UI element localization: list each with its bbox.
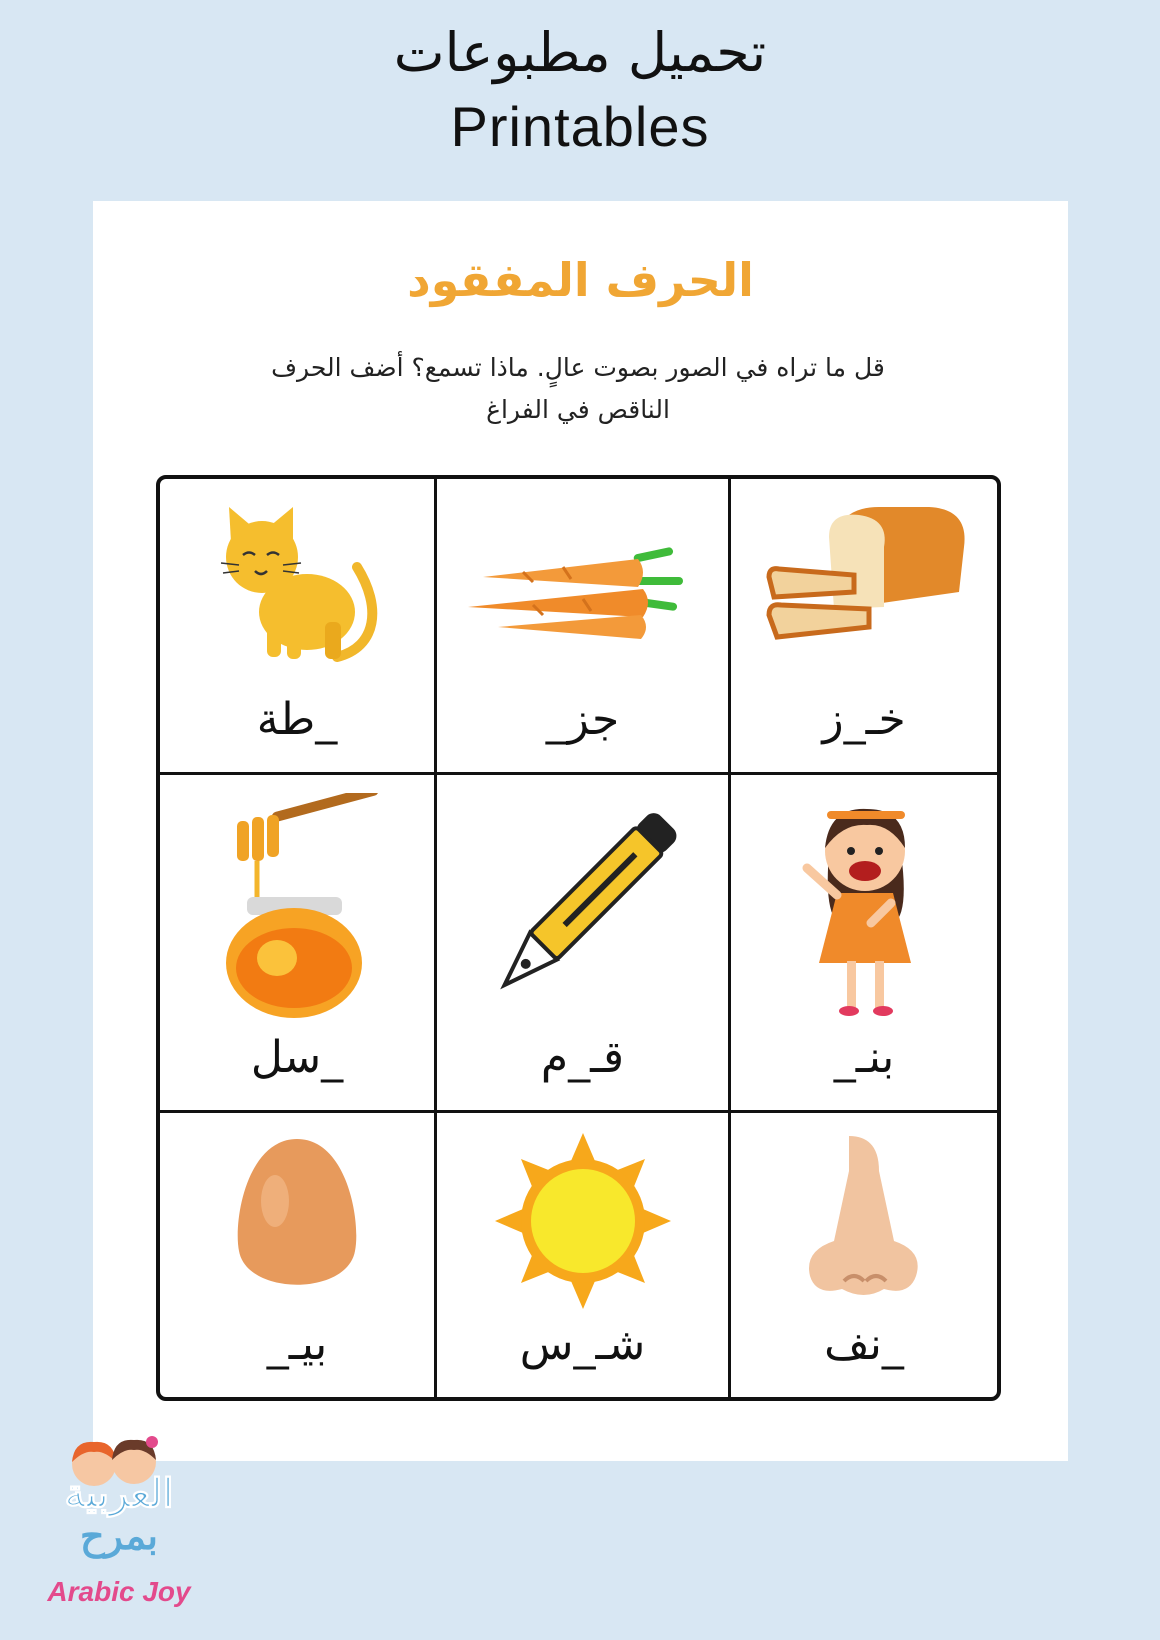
grid-cell-cat [160,479,437,775]
carrots-icon [463,497,703,677]
grid-cell-carrots [437,479,731,775]
missing-letter-word[interactable]: جز_ [545,694,620,745]
egg-icon [227,1131,367,1311]
grid-cell-sun [437,1113,731,1397]
logo-text-arabic-1: العربية [64,1472,174,1516]
missing-letter-word[interactable]: بنـ_ [833,1032,895,1083]
grid-cell-nose [731,1113,997,1397]
worksheet-title: الحرف المفقود [407,253,754,307]
header-title-english: Printables [450,95,710,158]
arabic-joy-logo [34,1432,204,1622]
grid-cell-egg [160,1113,437,1397]
missing-letter-word[interactable]: قـ_م [540,1032,625,1083]
grid-cell-bread [731,479,997,775]
honey-jar-icon [202,793,392,1023]
grid-cell-honey [160,775,437,1113]
missing-letter-word[interactable]: شـ_س [519,1319,646,1370]
missing-letter-word[interactable]: بيـ_ [266,1319,328,1370]
worksheet-instructions: قل ما تراه في الصور بصوت عالٍ. ماذا تسمع؟ أضف الحرف الناقص في الفراغ [271,353,885,424]
missing-letter-word[interactable]: _طة [256,694,338,745]
pen-icon [483,793,683,1023]
worksheet [93,201,1068,1461]
grid-cell-pen [437,775,731,1113]
grid-cell-girl [731,775,997,1113]
missing-letter-word[interactable]: _نف [824,1319,904,1370]
picture-grid [156,475,1001,1401]
header-title-arabic: تحميل مطبوعات [393,21,767,84]
girl-icon [789,793,939,1023]
sun-icon [493,1131,673,1311]
cat-icon [207,497,387,677]
nose-icon [794,1131,934,1311]
missing-letter-word[interactable]: خـ_ز [822,694,906,745]
bread-icon [759,497,969,677]
logo-text-arabic-2: بمرح [79,1516,159,1558]
missing-letter-word[interactable]: _سل [250,1032,344,1083]
logo-text-english: Arabic Joy [47,1576,191,1607]
